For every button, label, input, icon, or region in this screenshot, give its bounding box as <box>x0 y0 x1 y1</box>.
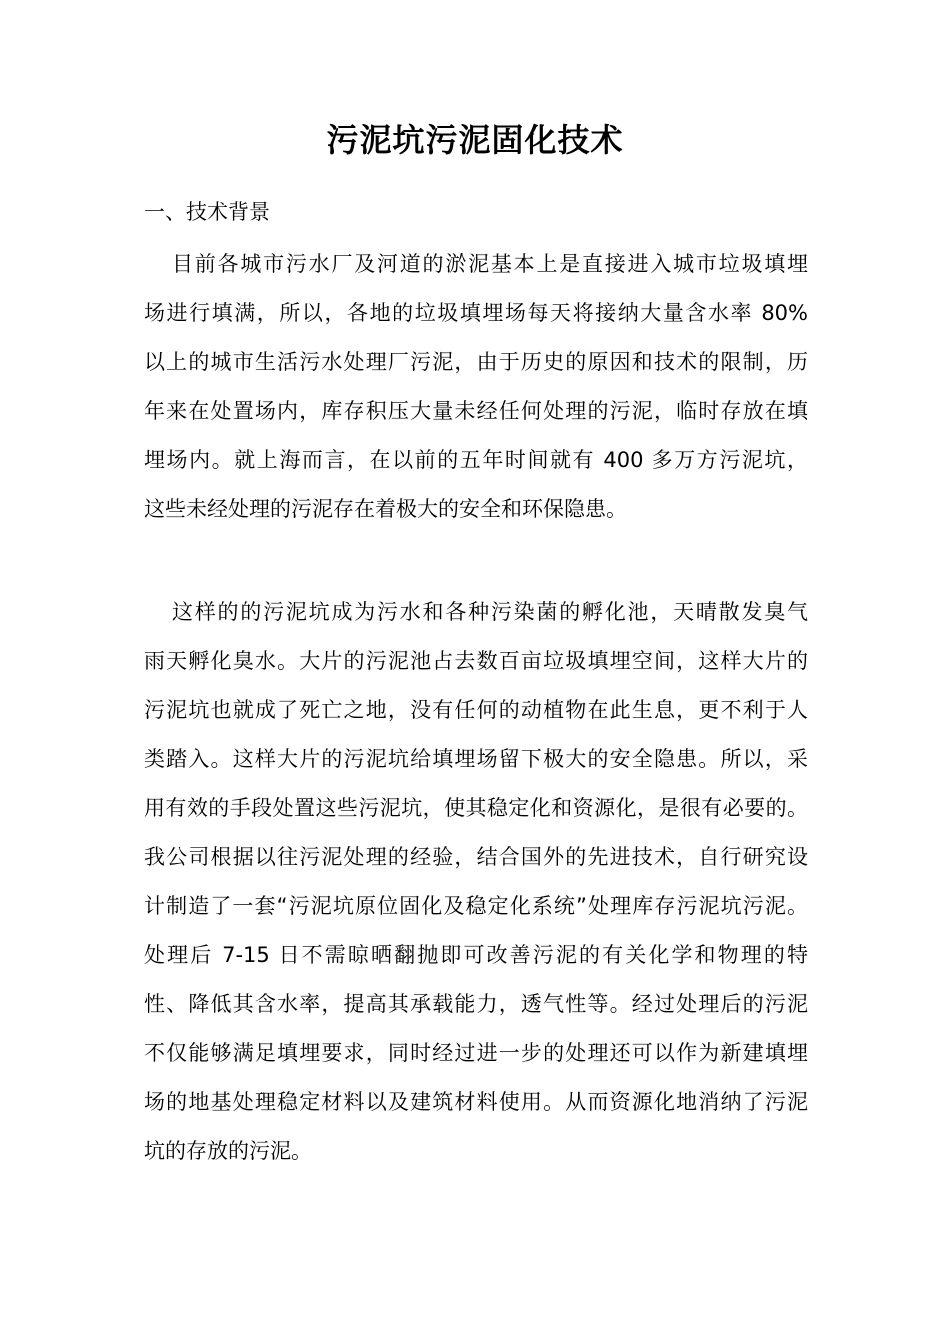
text-line: 处理后 7-15 日不需晾晒翻抛即可改善污泥的有关化学和物理的特 <box>144 943 808 967</box>
text-line: 计制造了一套“污泥坑原位固化及稳定化系统”处理库存污泥坑污泥。 <box>144 894 808 918</box>
section-heading: 一、技术背景 <box>144 200 270 224</box>
text-line: 污泥坑也就成了死亡之地，没有任何的动植物在此生息，更不利于人 <box>144 698 808 722</box>
page-title: 污泥坑污泥固化技术 <box>326 121 624 159</box>
text-line: 不仅能够满足填埋要求，同时经过进一步的处理还可以作为新建填埋 <box>144 1041 808 1065</box>
text-line: 坑的存放的污泥。 <box>144 1139 312 1163</box>
text-line: 这样的的污泥坑成为污水和各种污染菌的孵化池，天晴散发臭气 <box>172 600 808 624</box>
text-line: 场的地基处理稳定材料以及建筑材料使用。从而资源化地消纳了污泥 <box>144 1090 808 1114</box>
text-line: 目前各城市污水厂及河道的淤泥基本上是直接进入城市垃圾填埋 <box>172 252 808 276</box>
text-line: 埋场内。就上海而言，在以前的五年时间就有 400 多万方污泥坑， <box>144 448 808 472</box>
text-line: 类踏入。这样大片的污泥坑给填埋场留下极大的安全隐患。所以，采 <box>144 747 808 771</box>
paragraph-background <box>144 240 808 534</box>
text-line: 雨天孵化臭水。大片的污泥池占去数百亩垃圾填埋空间，这样大片的 <box>144 649 808 673</box>
text-line: 以上的城市生活污水处理厂污泥，由于历史的原因和技术的限制，历 <box>144 350 808 374</box>
text-line: 年来在处置场内，库存积压大量未经任何处理的污泥，临时存放在填 <box>144 399 808 423</box>
text-line: 用有效的手段处置这些污泥坑，使其稳定化和资源化，是很有必要的。 <box>144 796 808 820</box>
text-line: 我公司根据以往污泥处理的经验，结合国外的先进技术，自行研究设 <box>144 845 808 869</box>
text-line: 这些未经处理的污泥存在着极大的安全和环保隐患。 <box>144 497 627 521</box>
text-line: 性、降低其含水率，提高其承载能力，透气性等。经过处理后的污泥 <box>144 992 808 1016</box>
text-line: 场进行填满，所以，各地的垃圾填埋场每天将接纳大量含水率 80% <box>144 301 808 325</box>
paragraph-problem-solution <box>144 588 808 1176</box>
